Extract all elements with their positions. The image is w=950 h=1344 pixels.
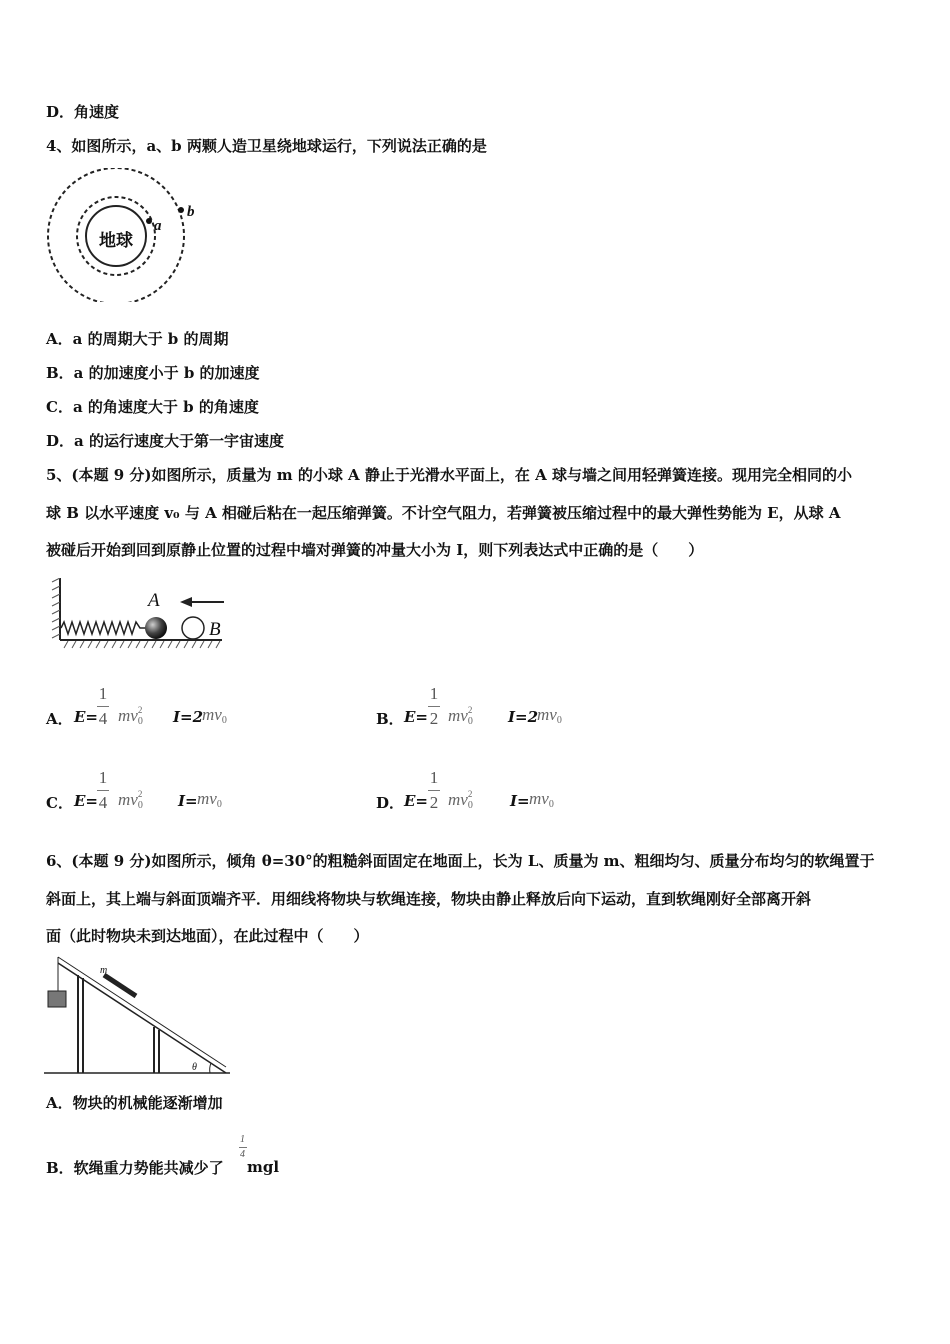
q5-option-d-den: 2 [429,793,439,812]
earth-label: 地球 [99,231,133,251]
spring [61,622,146,634]
q5-option-a-i: I=2 [173,708,204,726]
q5-option-c-i-mv: $mv_0$ [197,789,222,810]
spring-collision-figure [50,578,226,652]
q5-option-b-den: 2 [429,709,439,728]
incline-figure [44,955,230,1079]
q5-option-c-num: 1 [98,768,108,787]
q5-option-a-letter: A． [46,710,73,728]
velocity-arrowhead [180,597,192,607]
q5-option-b-e: E= [404,708,429,726]
q6-option-b-den: 4 [240,1149,245,1160]
hanging-block [48,991,66,1007]
q6-option-a: A．物块的机械能逐渐增加 [46,1094,223,1112]
satellite-b [178,207,184,213]
q5-option-d-num: 1 [429,768,439,787]
q5-option-d-i: I= [510,792,530,810]
angle-label: θ [192,1062,197,1073]
q5-option-a-e: E= [74,708,99,726]
q5-option-b-i: I=2 [508,708,539,726]
q5-option-c-letter: C． [46,794,73,812]
q5-option-b-letter: B． [376,710,404,728]
q6-option-b-num: 1 [240,1134,245,1145]
rope-label: m [100,965,108,976]
q4-option-c: C．a 的角速度大于 b 的角速度 [46,398,259,416]
q5-option-d-i-mv: $mv_0$ [529,789,554,810]
q5-stem-line1: 5、(本题 9 分)如图所示，质量为 m 的小球 A 静止于光滑水平面上，在 A 球与墙之间用轻弹簧连接。现用完全相同的小 [46,466,852,484]
q5-option-a-i-mv: $mv_0$ [202,705,227,726]
q6-stem-line2: 斜面上，其上端与斜面顶端齐平．用细线将物块与软绳连接，物块由静止释放后向下运动，直到软绳刚好全部离开斜 [46,890,812,908]
q4-option-a: A．a 的周期大于 b 的周期 [46,330,229,348]
q4-stem: 4、如图所示，a、b 两颗人造卫星绕地球运行，下列说法正确的是 [46,137,487,155]
q5-option-c-i: I= [178,792,198,810]
ball-a-label: A [148,590,160,611]
q5-option-a-mv: $mv_0^2$ [118,705,143,727]
q5-stem-line2: 球 B 以水平速度 v₀ 与 A 相碰后粘在一起压缩弹簧。不计空气阻力，若弹簧被压缩过程中的最大弹性势能为 E，从球 A [46,504,841,522]
q5-option-c-e: E= [74,792,99,810]
ball-b [182,617,204,639]
q6-stem-line3: 面（此时物块未到达地面），在此过程中（ ） [46,927,369,945]
q5-stem-line3: 被碰后开始到回到原静止位置的过程中墙对弹簧的冲量大小为 I，则下列表达式中正确的是（ ） [46,541,704,559]
satellite-a-label: a [154,218,162,234]
q5-option-d-letter: D． [376,794,405,812]
satellite-a [146,218,152,224]
q6-option-b-suffix: mgl [247,1158,280,1176]
q3-option-d: D．角速度 [46,103,120,121]
soft-rope [104,975,136,996]
ball-a [145,617,167,639]
satellite-orbit-figure [44,168,204,302]
q5-option-d-mv: $mv_0^2$ [448,789,473,811]
q6-stem-line1: 6、(本题 9 分)如图所示，倾角 θ=30°的粗糙斜面固定在地面上，长为 L、质量为 m、粗细均匀、质量分布均匀的软绳置于 [46,852,875,870]
q5-option-b-num: 1 [429,684,439,703]
ball-b-label: B [209,619,221,640]
q4-option-b: B．a 的加速度小于 b 的加速度 [46,364,260,382]
q5-option-d-e: E= [404,792,429,810]
q4-option-d: D．a 的运行速度大于第一宇宙速度 [46,432,284,450]
q5-option-c-den: 4 [98,793,108,812]
q5-option-b-mv: $mv_0^2$ [448,705,473,727]
satellite-b-label: b [187,204,195,220]
q5-option-a-num: 1 [98,684,108,703]
q5-option-a-den: 4 [98,709,108,728]
q6-option-b-prefix: B．软绳重力势能共减少了 [46,1159,224,1177]
q5-option-b-i-mv: $mv_0$ [537,705,562,726]
q5-option-c-mv: $mv_0^2$ [118,789,143,811]
